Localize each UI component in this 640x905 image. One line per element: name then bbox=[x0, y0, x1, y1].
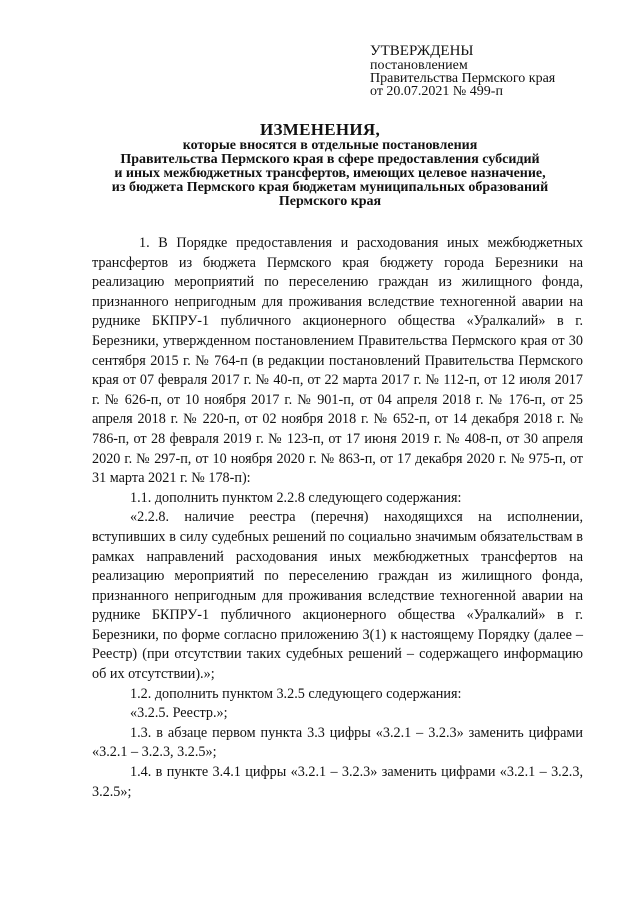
paragraph-1: 1. В Порядке предоставления и расходования иных межбюджетных трансфертов из бюджета Пермского края бюджету города Березники на реализацию мероприятий по переселению граждан из жилищного фонда, признанного непригодным для проживания вследствие техногенной аварии на руднике БКПРУ-1 публичного акционерного общества «Уралкалий» в г. Березники, утвержденном постановлением Правительства Пермского края от 30 сентября 2015 г. № 764-п (в редакции постановлений Правительства Пермского края от 07 февраля 2017 г. № 40-п, от 22 марта 2017 г. № 112-п, от 12 июля 2017 г. № 626-п, от 10 ноября 2017 г. № 901-п, от 04 апреля 2018 г. № 176-п, от 25 апреля 2018 г. № 220-п, от 02 ноября 2018 г. № 652-п, от 14 декабря 2018 г. № 786-п, от 28 февраля 2019 г. № 123-п, от 17 июня 2019 г. № 408-п, от 30 апреля 2020 г. № 297-п, от 10 ноября 2020 г. № 863-п, от 17 декабря 2020 г. № 975-п, от 31 марта 2021 г. № 178-п): bbox=[92, 235, 583, 487]
paragraph-1-4: 1.4. в пункте 3.4.1 цифры «3.2.1 – 3.2.3» заменить цифрами «3.2.1 – 3.2.3, 3.2.5»; bbox=[92, 764, 583, 800]
approval-line-government: Правительства Пермского края bbox=[370, 71, 556, 86]
approval-line-date-number: от 20.07.2021 № 499-п bbox=[370, 84, 503, 99]
approval-heading: УТВЕРЖДЕНЫ bbox=[370, 43, 474, 59]
paragraph-1-1: 1.1. дополнить пунктом 2.2.8 следующего содержания: bbox=[130, 489, 462, 506]
subtitle-line: Пермского края bbox=[278, 194, 382, 209]
paragraph-3-2-5-text: «3.2.5. Реестр.»; bbox=[130, 705, 228, 722]
document-title: ИЗМЕНЕНИЯ, bbox=[259, 120, 381, 139]
subtitle-line: и иных межбюджетных трансфертов, имеющих целевое назначение, bbox=[114, 166, 546, 181]
document-subtitle bbox=[70, 139, 590, 209]
document-body bbox=[92, 234, 583, 802]
approval-block bbox=[370, 44, 555, 98]
subtitle-line: которые вносятся в отдельные постановления bbox=[182, 138, 478, 153]
subtitle-line: Правительства Пермского края в сфере предоставления субсидий bbox=[120, 152, 540, 167]
paragraph-2-2-8-text: «2.2.8. наличие реестра (перечня) находящихся на исполнении, вступивших в силу судебных решений по социально значимым обязательствам в рамках направлений расходования иных межбюджетных трансфертов на реализацию мероприятий по переселению граждан из жилищного фонда, признанного непригодным для проживания вследствие техногенной аварии на руднике БКПРУ-1 публичного акционерного общества «Уралкалий» в г. Березники, по форме согласно приложению 3(1) к настоящему Порядку (далее – Реестр) (при отсутствии таких судебных решений – содержащего информацию об их отсутствии).»; bbox=[92, 509, 583, 683]
paragraph-1-2: 1.2. дополнить пунктом 3.2.5 следующего содержания: bbox=[130, 685, 462, 702]
subtitle-line: из бюджета Пермского края бюджетам муниципальных образований bbox=[111, 180, 549, 195]
approval-line-resolution: постановлением bbox=[370, 58, 468, 73]
paragraph-1-3: 1.3. в абзаце первом пункта 3.3 цифры «3.2.1 – 3.2.3» заменить цифрами «3.2.1 – 3.2.3, 3.2.5»; bbox=[92, 724, 583, 761]
